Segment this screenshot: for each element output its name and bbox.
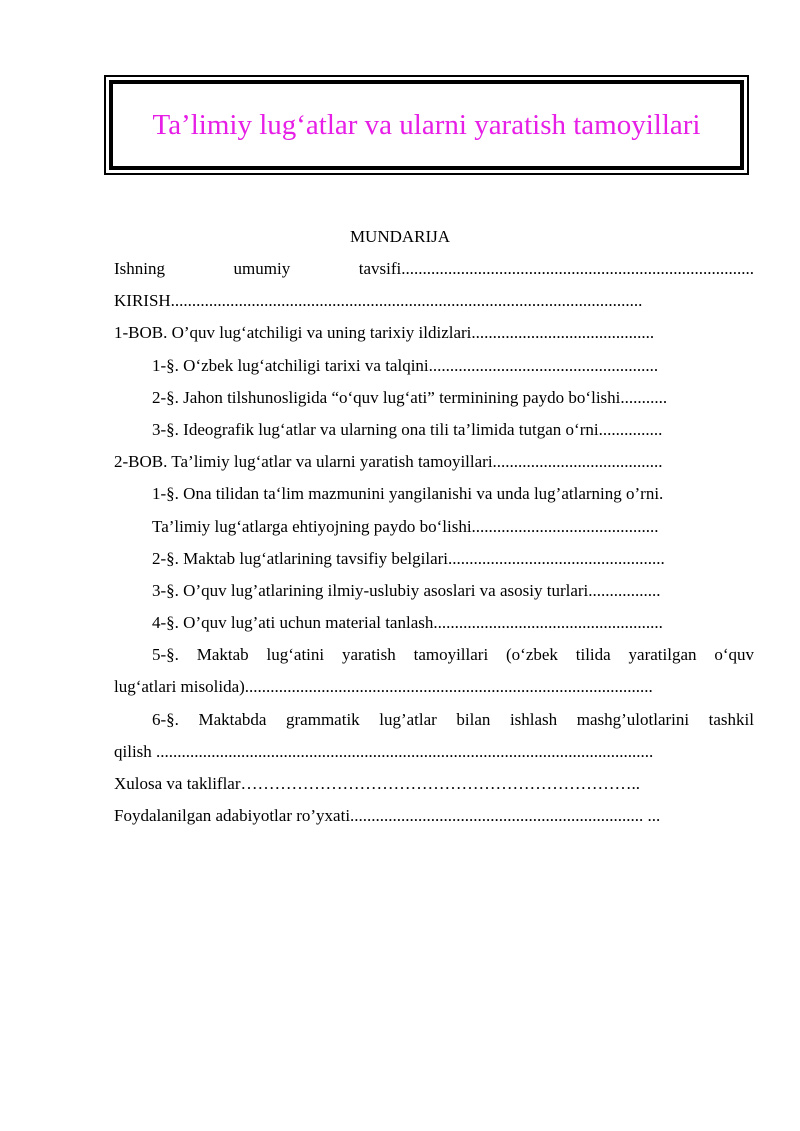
toc-heading: MUNDARIJA bbox=[349, 227, 451, 246]
toc-entry-bob1-section-2[interactable]: 2-§. Jahon tilshunosligida “o‘quv lug‘ati” terminining paydo bo‘lishi........... bbox=[152, 387, 668, 407]
table-of-contents bbox=[114, 253, 754, 832]
toc-entry-bob2-section-1[interactable]: 1-§. Ona tilidan ta‘lim mazmunini yangilanishi va unda lug’atlarning o’rni. bbox=[152, 484, 664, 504]
toc-entry-bob2-section-4[interactable]: 4-§. O’quv lug’ati uchun material tanlash...................................................... bbox=[152, 613, 663, 633]
toc-entry-bob-1[interactable]: 1-BOB. O’quv lug‘atchiligi va uning tarixiy ildizlari........................................... bbox=[114, 323, 655, 343]
title-frame bbox=[104, 75, 749, 175]
toc-entry-kirish[interactable]: KIRISH............................................................................................................... bbox=[114, 291, 643, 311]
toc-entry-bob2-section-1-cont[interactable]: Ta’limiy lug‘atlarga ehtiyojning paydo bo‘lishi............................................ bbox=[152, 516, 659, 536]
document-title: Ta’limiy lug‘atlar va ularni yaratish tamoyillari bbox=[152, 108, 701, 141]
title-inner-frame bbox=[109, 80, 744, 170]
toc-entry-bob2-section-6[interactable]: 6-§. Maktabda grammatik lug’atlar bilan ishlash mashg’ulotlarini tashkil bbox=[152, 709, 754, 729]
toc-entry-bob1-section-1[interactable]: 1-§. O‘zbek lug‘atchiligi tarixi va talqini...................................................... bbox=[152, 355, 659, 375]
toc-entry-bob2-section-5-cont[interactable]: lug‘atlari misolida)................................................................................................ bbox=[114, 677, 653, 697]
toc-entry-bob2-section-5[interactable]: 5-§. Maktab lug‘atini yaratish tamoyillari (o‘zbek tilida yaratilgan o‘quv bbox=[152, 645, 754, 665]
toc-entry-ishning-umumiy-tavsifi[interactable]: Ishning umumiy tavsifi................................................................................... bbox=[114, 259, 754, 278]
toc-entry-adabiyotlar[interactable]: Foydalanilgan adabiyotlar ro’yxati..................................................................... ... bbox=[114, 806, 661, 826]
toc-entry-xulosa[interactable]: Xulosa va takliflar…………………………………………………………….. bbox=[114, 774, 641, 793]
toc-entry-bob2-section-3[interactable]: 3-§. O’quv lug’atlarining ilmiy-uslubiy asoslari va asosiy turlari................. bbox=[152, 580, 661, 600]
toc-entry-bob1-section-3[interactable]: 3-§. Ideografik lug‘atlar va ularning ona tili ta’limida tutgan o‘rni............... bbox=[152, 419, 663, 439]
toc-entry-bob-2[interactable]: 2-BOB. Ta’limiy lug‘atlar va ularni yaratish tamoyillari........................................ bbox=[114, 452, 663, 472]
toc-entry-bob2-section-2[interactable]: 2-§. Maktab lug‘atlarining tavsifiy belgilari................................................... bbox=[152, 548, 665, 568]
toc-entry-bob2-section-6-cont[interactable]: qilish ..................................................................................................................... bbox=[114, 741, 654, 761]
